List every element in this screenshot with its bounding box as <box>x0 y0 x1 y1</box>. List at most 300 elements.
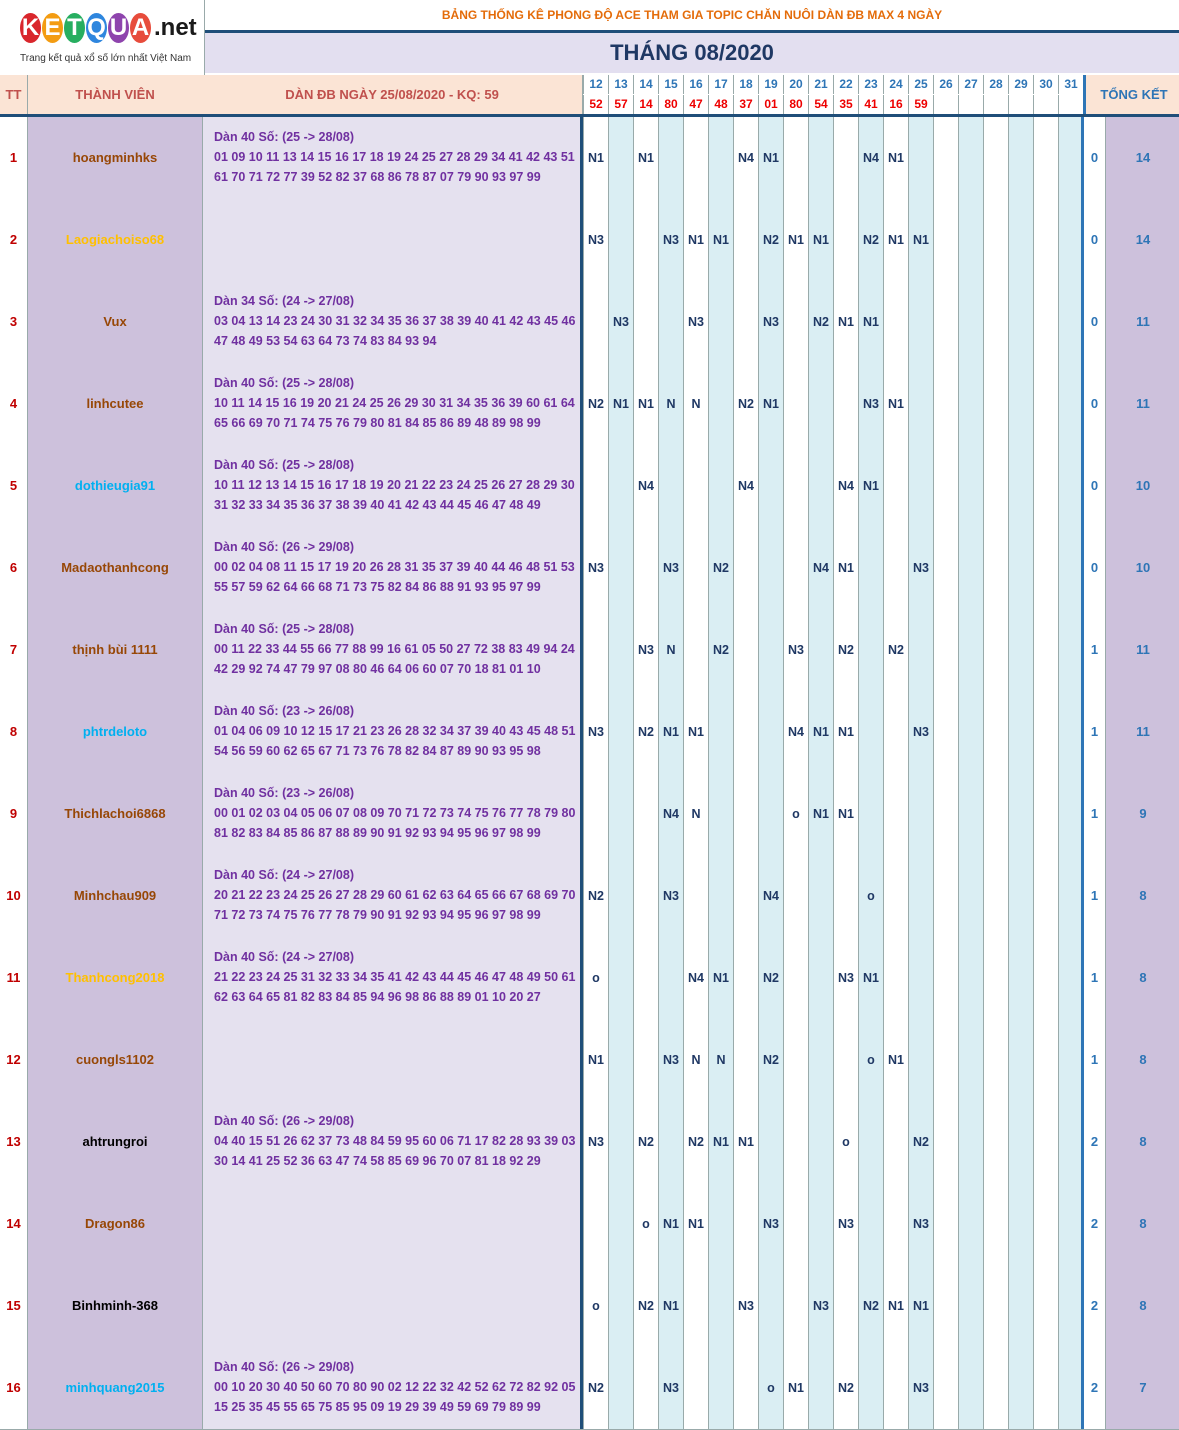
row-index: 11 <box>0 937 27 1019</box>
day-cell <box>758 609 783 691</box>
day-cell: N4 <box>658 773 683 855</box>
day-cell <box>683 445 708 527</box>
ketqua-logo[interactable] <box>0 0 205 75</box>
day-cell: N2 <box>708 609 733 691</box>
member-name[interactable]: cuongls1102 <box>27 1019 202 1101</box>
day-cell <box>908 1019 933 1101</box>
day-result: 59 <box>908 95 933 114</box>
logo-letter: T <box>64 13 85 43</box>
row-index: 7 <box>0 609 27 691</box>
day-cell: N2 <box>683 1101 708 1183</box>
day-cell <box>708 363 733 445</box>
table-row <box>0 445 1179 528</box>
day-cell <box>683 117 708 199</box>
dan-cell <box>202 281 581 363</box>
day-cell <box>1008 1265 1033 1347</box>
logo-letter: Q <box>87 14 106 41</box>
row-index: 5 <box>0 445 27 527</box>
table-row <box>0 855 1179 938</box>
member-name[interactable]: linhcutee <box>27 363 202 445</box>
day-cell <box>1008 281 1033 363</box>
dan-numbers-line1: 20 21 22 23 24 25 26 27 28 29 60 61 62 63 64 65 66 67 68 69 70 <box>214 888 576 902</box>
member-name[interactable]: Madaothanhcong <box>27 527 202 609</box>
day-cell: N2 <box>583 363 608 445</box>
day-cell: o <box>783 773 808 855</box>
member-name[interactable]: minhquang2015 <box>27 1347 202 1429</box>
summary-miss-count: 0 <box>1084 527 1105 609</box>
day-cell: N3 <box>658 199 683 281</box>
day-cell: N1 <box>708 199 733 281</box>
dan-cell <box>202 691 581 773</box>
day-cell <box>808 1183 833 1265</box>
day-number: 22 <box>833 75 858 94</box>
day-cell <box>1008 1101 1033 1183</box>
day-cell: N4 <box>808 527 833 609</box>
day-cell: N2 <box>583 855 608 937</box>
dan-numbers-line1: 03 04 13 14 23 24 30 31 32 34 35 36 37 38 39 40 41 42 43 45 46 <box>214 314 576 328</box>
summary-miss-count: 1 <box>1084 773 1105 855</box>
day-cell <box>658 117 683 199</box>
summary-miss-count: 1 <box>1084 1019 1105 1101</box>
day-cell <box>608 773 633 855</box>
day-cell: N1 <box>758 363 783 445</box>
dan-numbers-line2: 62 63 64 65 81 82 83 84 85 94 96 98 86 88 89 01 10 20 27 <box>214 990 541 1004</box>
day-cell <box>1008 199 1033 281</box>
dan-numbers-line1: 04 40 15 51 26 62 37 73 48 84 59 95 60 06 71 17 82 28 93 39 03 <box>214 1134 576 1148</box>
row-index: 3 <box>0 281 27 363</box>
day-cell <box>933 199 958 281</box>
day-cell <box>608 1101 633 1183</box>
day-cell <box>1008 773 1033 855</box>
day-cell: N1 <box>783 199 808 281</box>
day-cell <box>808 1347 833 1429</box>
day-cell <box>658 937 683 1019</box>
day-cell <box>883 1347 908 1429</box>
day-cell <box>983 1101 1008 1183</box>
day-cell <box>783 527 808 609</box>
logo-tagline: Trang kết quả xổ số lớn nhất Việt Nam <box>20 53 192 64</box>
day-cell <box>958 281 983 363</box>
day-number: 16 <box>683 75 708 94</box>
day-cell <box>958 773 983 855</box>
day-cell <box>583 1183 608 1265</box>
day-result <box>933 95 958 114</box>
day-cell <box>858 691 883 773</box>
day-cell <box>1008 855 1033 937</box>
day-result: 57 <box>608 95 633 114</box>
dan-numbers-line1: 00 02 04 08 11 15 17 19 20 26 28 31 35 37 39 40 44 46 48 51 53 <box>214 560 575 574</box>
day-cell <box>958 1183 983 1265</box>
dan-cell <box>202 445 581 527</box>
day-cell: N1 <box>583 117 608 199</box>
day-result <box>1058 95 1083 114</box>
dan-cell <box>202 1265 581 1347</box>
day-cell <box>1008 445 1033 527</box>
day-cell <box>783 363 808 445</box>
dan-numbers-line1: 00 01 02 03 04 05 06 07 08 09 70 71 72 73 74 75 76 77 78 79 80 <box>214 806 576 820</box>
day-cell <box>958 1101 983 1183</box>
day-cell <box>1058 117 1083 199</box>
day-cell <box>583 445 608 527</box>
day-cell <box>683 855 708 937</box>
day-cell: N1 <box>708 937 733 1019</box>
dan-numbers-line1: 10 11 12 13 14 15 16 17 18 19 20 21 22 23 24 25 26 27 28 29 30 <box>214 478 575 492</box>
day-cell: N2 <box>858 199 883 281</box>
row-index: 15 <box>0 1265 27 1347</box>
dan-numbers-line1: 10 11 14 15 16 19 20 21 24 25 26 29 30 31 34 35 36 39 60 61 64 <box>214 396 575 410</box>
member-name[interactable]: phtrdeloto <box>27 691 202 773</box>
header-dan: DÀN ĐB NGÀY 25/08/2020 - KQ: 59 <box>202 75 583 114</box>
dan-cell <box>202 1347 581 1429</box>
day-cell: o <box>583 937 608 1019</box>
day-cell <box>833 363 858 445</box>
day-cell <box>1008 527 1033 609</box>
day-number: 12 <box>583 75 608 94</box>
day-cell <box>808 855 833 937</box>
day-cell <box>858 1347 883 1429</box>
day-cell <box>1058 609 1083 691</box>
day-cell: N1 <box>833 773 858 855</box>
day-cell: N1 <box>683 691 708 773</box>
table-row <box>0 937 1179 1020</box>
day-cell <box>733 1183 758 1265</box>
day-cell <box>708 117 733 199</box>
day-cell <box>608 1347 633 1429</box>
summary-total: 9 <box>1105 773 1179 855</box>
day-number: 19 <box>758 75 783 94</box>
day-cell <box>933 363 958 445</box>
day-cell <box>758 445 783 527</box>
table-row <box>0 281 1179 364</box>
summary-miss-count: 0 <box>1084 117 1105 199</box>
day-cell: N2 <box>733 363 758 445</box>
day-cell <box>983 609 1008 691</box>
day-cell: N4 <box>783 691 808 773</box>
logo-letter: A <box>131 14 150 41</box>
day-cell <box>883 937 908 1019</box>
day-cell <box>1058 445 1083 527</box>
day-cell: o <box>858 1019 883 1101</box>
day-cell <box>808 609 833 691</box>
day-cell <box>583 281 608 363</box>
day-cell: N3 <box>583 527 608 609</box>
day-cell: N1 <box>833 691 858 773</box>
day-cell <box>908 117 933 199</box>
day-cell: N3 <box>833 937 858 1019</box>
day-cell <box>1008 1347 1033 1429</box>
day-cell <box>683 527 708 609</box>
day-cell <box>933 855 958 937</box>
dan-title: Dàn 40 Số: (23 -> 26/08) <box>214 704 354 718</box>
day-cell <box>708 281 733 363</box>
member-name[interactable]: ahtrungroi <box>27 1101 202 1183</box>
summary-total: 8 <box>1105 937 1179 1019</box>
day-result <box>958 95 983 114</box>
summary-miss-count: 1 <box>1084 609 1105 691</box>
day-result: 54 <box>808 95 833 114</box>
day-cell <box>633 199 658 281</box>
day-cell <box>983 1265 1008 1347</box>
day-cell: N4 <box>733 117 758 199</box>
day-cell <box>983 937 1008 1019</box>
header-summary: TỔNG KẾT <box>1083 75 1179 114</box>
day-number: 30 <box>1033 75 1058 94</box>
day-cell: N2 <box>758 937 783 1019</box>
logo-wordmark <box>20 8 197 48</box>
dan-title: Dàn 40 Số: (25 -> 28/08) <box>214 130 354 144</box>
day-cell <box>1008 117 1033 199</box>
member-name[interactable]: Dragon86 <box>27 1183 202 1265</box>
day-cell <box>1058 937 1083 1019</box>
day-cell <box>633 1347 658 1429</box>
logo-letter: K <box>21 14 40 41</box>
day-number: 29 <box>1008 75 1033 94</box>
day-cell: N3 <box>908 527 933 609</box>
day-number: 13 <box>608 75 633 94</box>
day-cell <box>983 445 1008 527</box>
summary-total: 14 <box>1105 199 1179 281</box>
day-cell <box>733 937 758 1019</box>
day-cell <box>833 199 858 281</box>
summary-total: 7 <box>1105 1347 1179 1429</box>
day-cell <box>633 937 658 1019</box>
summary-miss-count: 1 <box>1084 691 1105 773</box>
dan-numbers-line2: 54 56 59 60 62 65 67 71 73 76 78 82 84 87 89 90 93 95 98 <box>214 744 541 758</box>
day-cell <box>958 1347 983 1429</box>
day-cell <box>833 117 858 199</box>
day-cell <box>933 527 958 609</box>
member-name[interactable]: Thichlachoi6868 <box>27 773 202 855</box>
day-cell <box>608 1183 633 1265</box>
day-cell <box>608 937 633 1019</box>
day-cell: N1 <box>908 1265 933 1347</box>
day-cell <box>808 363 833 445</box>
day-cell <box>683 1347 708 1429</box>
dan-numbers-line1: 00 11 22 33 44 55 66 77 88 99 16 61 05 50 27 72 38 83 49 94 24 <box>214 642 575 656</box>
dan-cell <box>202 1101 581 1183</box>
summary-miss-count: 0 <box>1084 363 1105 445</box>
day-cell <box>933 1183 958 1265</box>
day-cell: N3 <box>658 855 683 937</box>
table-row <box>0 1347 1179 1430</box>
day-cell: N1 <box>683 1183 708 1265</box>
day-cell: N1 <box>858 937 883 1019</box>
member-name[interactable]: dothieugia91 <box>27 445 202 527</box>
summary-total: 11 <box>1105 691 1179 773</box>
day-cell: N <box>683 1019 708 1101</box>
dan-title: Dàn 40 Số: (25 -> 28/08) <box>214 458 354 472</box>
day-cell <box>708 1183 733 1265</box>
day-cell: N1 <box>658 1183 683 1265</box>
day-result: 14 <box>633 95 658 114</box>
day-cell <box>1058 773 1083 855</box>
dan-title: Dàn 40 Số: (24 -> 27/08) <box>214 950 354 964</box>
day-cell: N2 <box>708 527 733 609</box>
member-name[interactable]: thịnh bùi 1111 <box>27 609 202 691</box>
day-cell: N <box>683 773 708 855</box>
day-cell <box>808 445 833 527</box>
day-cell <box>883 691 908 773</box>
day-cell <box>883 1183 908 1265</box>
row-index: 2 <box>0 199 27 281</box>
member-name[interactable]: Thanhcong2018 <box>27 937 202 1019</box>
day-cell <box>883 1101 908 1183</box>
day-cell <box>933 117 958 199</box>
day-cell <box>833 1019 858 1101</box>
day-cell <box>1033 609 1058 691</box>
day-cell: N3 <box>758 281 783 363</box>
day-cell: N3 <box>583 1101 608 1183</box>
dan-cell <box>202 609 581 691</box>
day-cell <box>858 1101 883 1183</box>
day-cell <box>1058 363 1083 445</box>
day-cell <box>733 855 758 937</box>
day-cell <box>958 117 983 199</box>
day-cell <box>708 445 733 527</box>
dan-numbers-line2: 15 25 35 45 55 65 75 85 95 09 19 29 39 49 59 69 79 89 99 <box>214 1400 541 1414</box>
summary-miss-count: 2 <box>1084 1347 1105 1429</box>
day-cell: N3 <box>583 691 608 773</box>
dan-title: Dàn 34 Số: (24 -> 27/08) <box>214 294 354 308</box>
day-cell <box>733 281 758 363</box>
day-cell <box>658 281 683 363</box>
dan-cell <box>202 117 581 199</box>
day-cell <box>983 281 1008 363</box>
day-cell: N3 <box>908 1183 933 1265</box>
dan-cell <box>202 527 581 609</box>
dan-cell <box>202 937 581 1019</box>
day-cell <box>958 527 983 609</box>
day-cell <box>683 1265 708 1347</box>
day-cell: N3 <box>783 609 808 691</box>
day-cell <box>983 363 1008 445</box>
day-cell <box>608 855 633 937</box>
day-cell <box>908 773 933 855</box>
day-cell <box>683 609 708 691</box>
dan-title: Dàn 40 Số: (23 -> 26/08) <box>214 786 354 800</box>
day-cell: o <box>758 1347 783 1429</box>
day-cell <box>633 281 658 363</box>
day-result: 37 <box>733 95 758 114</box>
day-cell <box>608 199 633 281</box>
row-index: 14 <box>0 1183 27 1265</box>
day-cell: N2 <box>908 1101 933 1183</box>
day-cell <box>958 1265 983 1347</box>
summary-miss-count: 1 <box>1084 855 1105 937</box>
day-cell <box>708 855 733 937</box>
day-cell: N1 <box>783 1347 808 1429</box>
day-cell <box>958 199 983 281</box>
day-cell <box>933 937 958 1019</box>
member-name[interactable]: Laogiachoiso68 <box>27 199 202 281</box>
day-cell <box>808 937 833 1019</box>
day-cell <box>933 609 958 691</box>
day-cell <box>958 937 983 1019</box>
member-name[interactable]: hoangminhks <box>27 117 202 199</box>
day-cell <box>758 527 783 609</box>
day-cell <box>708 1265 733 1347</box>
day-cell <box>1008 609 1033 691</box>
day-cell <box>1033 527 1058 609</box>
header-member: THÀNH VIÊN <box>27 75 203 114</box>
day-cell: N3 <box>833 1183 858 1265</box>
day-cell <box>1033 937 1058 1019</box>
day-cell <box>783 1101 808 1183</box>
table-row <box>0 773 1179 856</box>
day-cell <box>983 117 1008 199</box>
summary-total: 10 <box>1105 527 1179 609</box>
day-cell: N2 <box>883 609 908 691</box>
day-cell <box>858 773 883 855</box>
day-number: 20 <box>783 75 808 94</box>
day-cell <box>783 281 808 363</box>
dan-numbers-line1: 01 04 06 09 10 12 15 17 21 23 26 28 32 34 37 39 40 43 45 48 51 <box>214 724 576 738</box>
table-row <box>0 1265 1179 1348</box>
day-cell <box>608 1019 633 1101</box>
dan-title: Dàn 40 Số: (24 -> 27/08) <box>214 868 354 882</box>
day-cell <box>1033 1019 1058 1101</box>
day-result: 80 <box>783 95 808 114</box>
day-cell <box>1033 281 1058 363</box>
day-cell: N2 <box>808 281 833 363</box>
day-cell: N2 <box>858 1265 883 1347</box>
day-cell: o <box>858 855 883 937</box>
member-name[interactable]: Minhchau909 <box>27 855 202 937</box>
day-cell <box>883 527 908 609</box>
day-cell: N1 <box>883 1265 908 1347</box>
day-cell <box>608 117 633 199</box>
day-cell <box>733 691 758 773</box>
dan-cell <box>202 855 581 937</box>
day-cell: N1 <box>708 1101 733 1183</box>
day-cell: N2 <box>583 1347 608 1429</box>
day-cell <box>808 1101 833 1183</box>
day-number: 14 <box>633 75 658 94</box>
day-cell <box>983 691 1008 773</box>
summary-total: 8 <box>1105 1183 1179 1265</box>
day-cell <box>583 773 608 855</box>
day-cell <box>608 1265 633 1347</box>
day-cell <box>758 773 783 855</box>
member-name[interactable]: Vux <box>27 281 202 363</box>
day-cell: o <box>583 1265 608 1347</box>
dan-numbers-line2: 30 14 41 25 52 36 63 47 74 58 85 69 96 70 07 81 18 92 29 <box>214 1154 541 1168</box>
day-cell <box>908 855 933 937</box>
day-cell: N2 <box>633 1265 658 1347</box>
dan-title: Dàn 40 Số: (26 -> 29/08) <box>214 1114 354 1128</box>
day-cell <box>1008 363 1033 445</box>
day-cell <box>1033 1183 1058 1265</box>
summary-miss-count: 2 <box>1084 1183 1105 1265</box>
day-cell: N1 <box>908 199 933 281</box>
day-cell <box>958 691 983 773</box>
day-cell: N3 <box>583 199 608 281</box>
table-row <box>0 691 1179 774</box>
day-cell: N2 <box>633 1101 658 1183</box>
day-cell <box>808 117 833 199</box>
table-row <box>0 199 1179 282</box>
logo-suffix: .net <box>154 14 197 41</box>
day-result <box>983 95 1008 114</box>
day-cell: o <box>833 1101 858 1183</box>
member-name[interactable]: Binhminh-368 <box>27 1265 202 1347</box>
day-cell <box>733 609 758 691</box>
summary-miss-count: 1 <box>1084 937 1105 1019</box>
day-cell: N1 <box>808 691 833 773</box>
day-cell <box>883 855 908 937</box>
day-cell <box>908 937 933 1019</box>
day-cell <box>1033 1265 1058 1347</box>
